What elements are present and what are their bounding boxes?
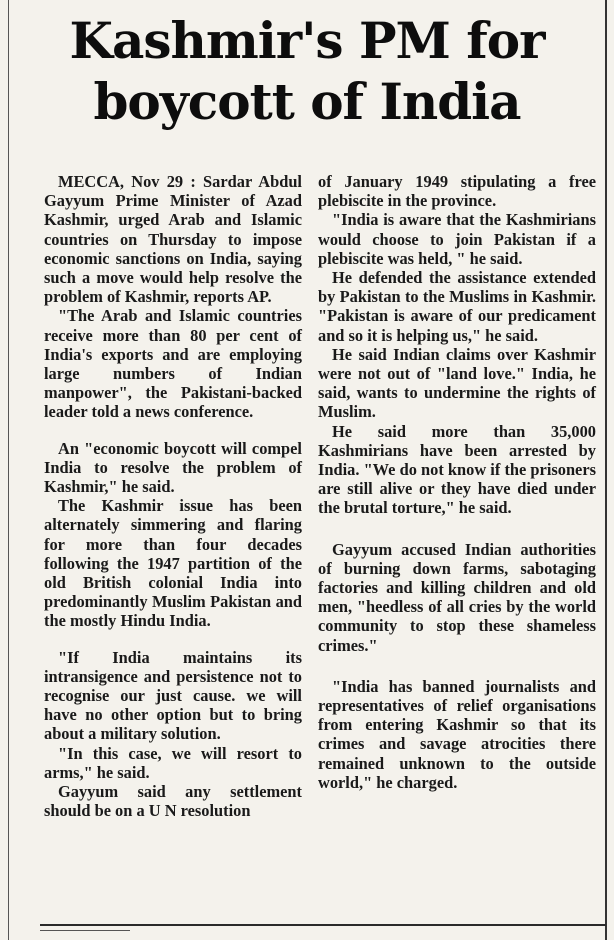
paragraph: Gayyum said any settlement should be on a U N resolution <box>44 782 302 821</box>
paragraph: An "economic boycott will compel India to resolve the problem of Kashmir," he said. <box>44 438 302 497</box>
paragraph: "The Arab and Islamic countries receive more than 80 per cent of India's exports and are employing large numbers of Indian manpower", the Pakistani-backed leader told a news conference. <box>44 306 302 422</box>
paragraph: Gayyum accused Indian authorities of burning down farms, sabotaging factories and killing children and old men, "heedless of all cries by the world community to stop these shameless crimes." <box>318 539 596 655</box>
headline: Kashmir's PM for boycott of India <box>69 11 545 131</box>
bottom-rule <box>40 924 606 926</box>
paragraph-continued: of January 1949 stipulating a free plebiscite in the province. <box>318 172 596 211</box>
dateline: MECCA, Nov 29 : <box>58 172 196 191</box>
paragraph: "India has banned journalists and representatives of relief organisations from entering Kashmir so that its crimes and savage atrocities there remained unknown to the outside world," he charged. <box>318 676 596 792</box>
paragraph: "In this case, we will resort to arms," he said. <box>44 743 302 782</box>
paragraph: "If India maintains its intransigence and persistence not to recognise our just cause. we will have no other option but to bring about a military solution. <box>44 647 302 744</box>
column-rule-right <box>605 0 607 940</box>
paragraph: The Kashmir issue has been alternately simmering and flaring for more than four decades following the 1947 partition of the old British colonial India into predominantly Muslim Pakistan and the mostly Hindu India. <box>44 496 302 631</box>
paragraph: He said Indian claims over Kashmir were not out of "land love." India, he said, wants to undermine the rights of Muslim. <box>318 344 596 422</box>
article-column-right <box>318 172 596 792</box>
lead-paragraph <box>44 172 302 306</box>
lead-paragraph-text: Sardar Abdul Gayyum Prime Minister of Azad Kashmir, urged Arab and Islamic countries on Thursday to impose economic sanctions on India, saying such a move would help resolve the problem of Kashmir, reports AP. <box>44 172 302 307</box>
column-rule-left <box>8 0 9 940</box>
paragraph: He said more than 35,000 Kashmirians have been arrested by India. "We do not know if the prisoners are still alive or they have died under the brutal torture," he said. <box>318 421 596 518</box>
paragraph: He defended the assistance extended by Pakistan to the Muslims in Kashmir. "Pakistan is aware of our predicament and so it is helping us," he said. <box>318 268 596 345</box>
article-column-left <box>44 172 302 821</box>
bottom-rule-short <box>40 930 130 931</box>
paragraph: "India is aware that the Kashmirians would choose to join Pakistan if a plebiscite was held, " he said. <box>318 210 596 268</box>
